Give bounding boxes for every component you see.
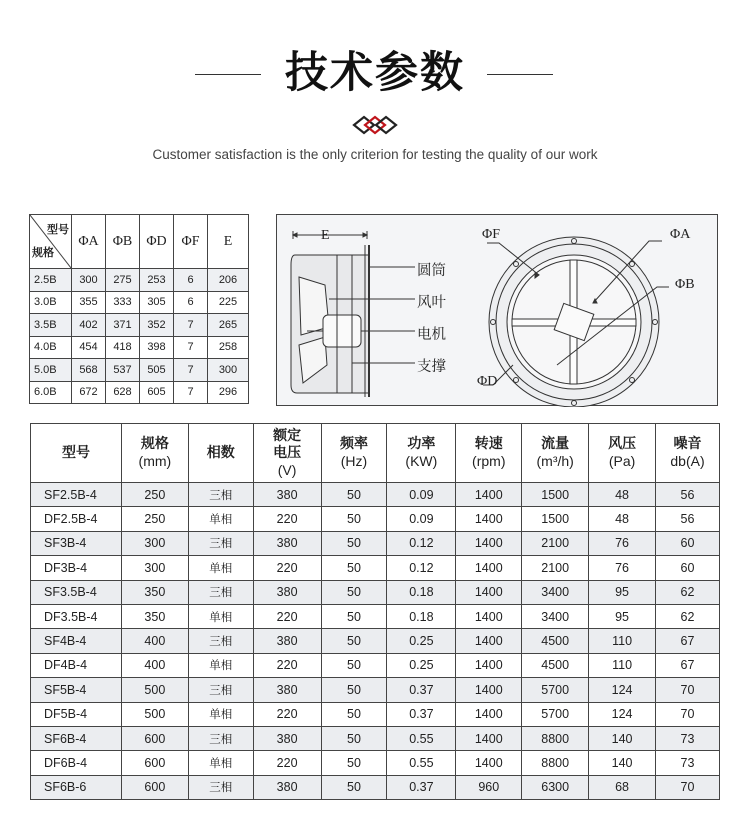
dimension-cell: 6 [174,291,208,314]
spec-cell: 350 [121,604,188,628]
spec-table-row [31,556,720,580]
model-cell: SF6B-4 [31,726,122,750]
spec-cell: 5700 [522,678,589,702]
dimension-a-label: ΦA [670,227,691,242]
spec-header-unit: db(A) [670,453,705,469]
spec-header-label: 功率 [407,436,436,452]
spec-cell: 95 [589,604,656,628]
dimension-cell: 505 [140,359,174,382]
spec-cell: 380 [253,726,321,750]
corner-label-spec: 规格 [32,246,54,259]
spec-cell: 6300 [522,775,589,799]
dimension-cell: 265 [208,314,249,337]
spec-column-header [31,424,122,483]
spec-cell: 67 [656,653,720,677]
corner-cell [30,215,72,269]
part-label-cylinder: 圆筒 [417,263,446,279]
spec-cell: 1500 [522,483,589,507]
page-subtitle: Customer satisfaction is the only criterion for testing the quality of our work [152,147,598,162]
spec-cell: 250 [121,507,188,531]
dimension-cell: 300 [72,269,106,292]
spec-header-label: 流量 [541,436,570,452]
spec-cell: 67 [656,629,720,653]
spec-cell: 600 [121,775,188,799]
spec-header-unit: (V) [277,461,297,478]
dimension-cell: 355 [72,291,106,314]
spec-header-label: 规格 [140,436,169,452]
dimension-cell: 672 [72,381,106,404]
dimension-b-label: ΦB [675,277,695,292]
spec-column-header [253,424,321,483]
spec-cell: 0.55 [387,726,456,750]
spec-cell: 110 [589,653,656,677]
dimension-d-label: ΦD [477,374,498,389]
spec-cell: 三相 [188,580,253,604]
spec-cell: 50 [321,653,387,677]
dimension-cell: 537 [106,359,140,382]
spec-cell: 70 [656,775,720,799]
spec-cell: 50 [321,726,387,750]
model-cell: SF5B-4 [31,678,122,702]
spec-cell: 124 [589,678,656,702]
spec-cell: 600 [121,726,188,750]
spec-cell: 单相 [188,702,253,726]
spec-cell: 300 [121,531,188,555]
model-cell: SF2.5B-4 [31,483,122,507]
spec-cell: 1400 [456,604,522,628]
spec-cell: 380 [253,678,321,702]
model-cell: 3.0B [30,291,72,314]
spec-cell: 三相 [188,531,253,555]
model-cell: 2.5B [30,269,72,292]
spec-cell: 50 [321,678,387,702]
dimension-f-label: ΦF [482,227,501,242]
title-divider-right [487,74,553,75]
spec-table-row [31,604,720,628]
spec-cell: 0.09 [387,483,456,507]
spec-cell: 380 [253,483,321,507]
spec-cell: 50 [321,580,387,604]
diamond-ornament-icon [352,114,398,136]
spec-header-unit: (m³/h) [536,453,574,469]
spec-cell: 50 [321,531,387,555]
dimension-cell: 333 [106,291,140,314]
spec-cell: 50 [321,556,387,580]
spec-cell: 1400 [456,483,522,507]
spec-cell: 380 [253,531,321,555]
spec-cell: 0.12 [387,556,456,580]
spec-cell: 1500 [522,507,589,531]
spec-cell: 0.18 [387,580,456,604]
dimension-cell: 225 [208,291,249,314]
spec-cell: 350 [121,580,188,604]
spec-cell: 1400 [456,702,522,726]
dimension-cell: 300 [208,359,249,382]
dimension-cell: 206 [208,269,249,292]
spec-cell: 50 [321,507,387,531]
model-cell: DF2.5B-4 [31,507,122,531]
dimension-table [29,214,249,404]
spec-table-row [31,483,720,507]
title-divider-left [195,74,261,75]
spec-cell: 4500 [522,629,589,653]
spec-table-row [31,580,720,604]
spec-cell: 0.55 [387,751,456,775]
spec-cell: 0.37 [387,702,456,726]
dimension-cell: 568 [72,359,106,382]
spec-table-header [31,424,720,483]
spec-cell: 三相 [188,775,253,799]
spec-cell: 1400 [456,678,522,702]
fan-dimension-diagram [276,214,718,406]
spec-table-row [31,775,720,799]
spec-cell: 220 [253,604,321,628]
spec-cell: 0.37 [387,678,456,702]
part-label-blade: 风叶 [417,295,446,311]
spec-column-header [589,424,656,483]
column-header: ΦF [174,215,208,269]
spec-header-unit: (Hz) [340,453,368,469]
spec-cell: 220 [253,751,321,775]
spec-column-header [387,424,456,483]
dimension-table-header [30,215,249,269]
dimension-cell: 296 [208,381,249,404]
spec-table-row [31,751,720,775]
spec-cell: 三相 [188,726,253,750]
spec-header-label: 额定 电压 [273,427,302,461]
spec-cell: 0.25 [387,653,456,677]
spec-cell: 380 [253,629,321,653]
spec-header-label: 型号 [61,444,90,461]
spec-header-label: 转速 [474,436,503,452]
model-cell: 4.0B [30,336,72,359]
spec-cell: 3400 [522,580,589,604]
spec-cell: 220 [253,702,321,726]
part-label-support: 支撑 [417,359,446,375]
spec-cell: 220 [253,653,321,677]
dimension-cell: 454 [72,336,106,359]
corner-label-model: 型号 [47,223,69,236]
dimension-cell: 258 [208,336,249,359]
dimension-table-row [30,359,249,382]
dimension-cell: 6 [174,269,208,292]
model-cell: DF3B-4 [31,556,122,580]
spec-cell: 2100 [522,531,589,555]
spec-cell: 400 [121,653,188,677]
spec-table-row [31,531,720,555]
spec-header-label: 相数 [206,444,235,461]
spec-cell: 单相 [188,604,253,628]
dimension-cell: 305 [140,291,174,314]
spec-cell: 73 [656,751,720,775]
dimension-table-row [30,336,249,359]
spec-table-row [31,507,720,531]
spec-column-header [121,424,188,483]
spec-cell: 三相 [188,678,253,702]
part-label-motor: 电机 [417,327,446,343]
spec-column-header [656,424,720,483]
spec-cell: 76 [589,556,656,580]
dimension-cell: 418 [106,336,140,359]
dimension-cell: 605 [140,381,174,404]
model-cell: DF4B-4 [31,653,122,677]
dimension-cell: 402 [72,314,106,337]
spec-cell: 8800 [522,751,589,775]
spec-cell: 70 [656,702,720,726]
model-cell: 6.0B [30,381,72,404]
spec-header-label: 频率 [339,436,368,452]
spec-cell: 1400 [456,653,522,677]
spec-cell: 0.12 [387,531,456,555]
spec-cell: 56 [656,507,720,531]
spec-cell: 单相 [188,751,253,775]
spec-table-row [31,678,720,702]
dimension-cell: 7 [174,381,208,404]
spec-cell: 2100 [522,556,589,580]
spec-cell: 单相 [188,653,253,677]
spec-cell: 1400 [456,531,522,555]
column-header: ΦD [140,215,174,269]
dimension-cell: 253 [140,269,174,292]
spec-cell: 95 [589,580,656,604]
spec-cell: 68 [589,775,656,799]
spec-cell: 60 [656,531,720,555]
column-header: ΦA [72,215,106,269]
dimension-cell: 398 [140,336,174,359]
spec-column-header [321,424,387,483]
spec-table-row [31,702,720,726]
dimension-table-row [30,381,249,404]
spec-cell: 600 [121,751,188,775]
model-cell: 5.0B [30,359,72,382]
dimension-e-label: E [321,228,330,243]
spec-cell: 单相 [188,556,253,580]
spec-cell: 62 [656,604,720,628]
spec-table [30,423,720,800]
spec-cell: 单相 [188,507,253,531]
spec-cell: 5700 [522,702,589,726]
spec-cell: 140 [589,726,656,750]
fan-drawing [277,215,719,407]
model-cell: SF3B-4 [31,531,122,555]
spec-cell: 50 [321,483,387,507]
spec-cell: 三相 [188,629,253,653]
spec-cell: 400 [121,629,188,653]
spec-cell: 三相 [188,483,253,507]
spec-cell: 500 [121,678,188,702]
spec-cell: 220 [253,507,321,531]
spec-cell: 1400 [456,580,522,604]
spec-cell: 0.37 [387,775,456,799]
model-cell: DF3.5B-4 [31,604,122,628]
spec-cell: 380 [253,775,321,799]
spec-cell: 50 [321,775,387,799]
spec-cell: 0.25 [387,629,456,653]
dimension-table-row [30,291,249,314]
spec-cell: 56 [656,483,720,507]
spec-cell: 73 [656,726,720,750]
model-cell: DF6B-4 [31,751,122,775]
spec-cell: 50 [321,751,387,775]
spec-cell: 110 [589,629,656,653]
model-cell: SF4B-4 [31,629,122,653]
dimension-cell: 371 [106,314,140,337]
dimension-table-row [30,269,249,292]
spec-cell: 124 [589,702,656,726]
spec-cell: 70 [656,678,720,702]
spec-cell: 1400 [456,507,522,531]
spec-cell: 250 [121,483,188,507]
spec-cell: 1400 [456,556,522,580]
spec-cell: 220 [253,556,321,580]
spec-cell: 1400 [456,751,522,775]
spec-cell: 380 [253,580,321,604]
spec-cell: 48 [589,507,656,531]
column-header: E [208,215,249,269]
spec-cell: 50 [321,629,387,653]
column-header: ΦB [106,215,140,269]
spec-column-header [522,424,589,483]
model-cell: DF5B-4 [31,702,122,726]
spec-cell: 0.09 [387,507,456,531]
spec-cell: 50 [321,702,387,726]
spec-cell: 960 [456,775,522,799]
spec-header-label: 噪音 [673,436,702,452]
page-title: 技术参数 [285,48,465,98]
spec-table-row [31,653,720,677]
spec-cell: 50 [321,604,387,628]
dimension-cell: 7 [174,314,208,337]
dimension-cell: 628 [106,381,140,404]
dimension-cell: 275 [106,269,140,292]
spec-cell: 76 [589,531,656,555]
spec-cell: 300 [121,556,188,580]
spec-table-row [31,726,720,750]
spec-cell: 500 [121,702,188,726]
spec-cell: 60 [656,556,720,580]
spec-cell: 8800 [522,726,589,750]
spec-cell: 48 [589,483,656,507]
spec-cell: 0.18 [387,604,456,628]
spec-column-header [456,424,522,483]
spec-cell: 62 [656,580,720,604]
spec-table-row [31,629,720,653]
spec-cell: 4500 [522,653,589,677]
dimension-cell: 352 [140,314,174,337]
spec-header-label: 风压 [608,436,637,452]
spec-header-unit: (KW) [405,453,438,469]
model-cell: SF6B-6 [31,775,122,799]
spec-header-unit: (rpm) [472,453,506,469]
dimension-table-row [30,314,249,337]
model-cell: SF3.5B-4 [31,580,122,604]
model-cell: 3.5B [30,314,72,337]
spec-header-unit: (mm) [138,453,172,469]
spec-cell: 3400 [522,604,589,628]
spec-column-header [188,424,253,483]
spec-cell: 1400 [456,726,522,750]
dimension-cell: 7 [174,336,208,359]
spec-cell: 1400 [456,629,522,653]
spec-cell: 140 [589,751,656,775]
spec-header-unit: (Pa) [608,453,636,469]
dimension-cell: 7 [174,359,208,382]
